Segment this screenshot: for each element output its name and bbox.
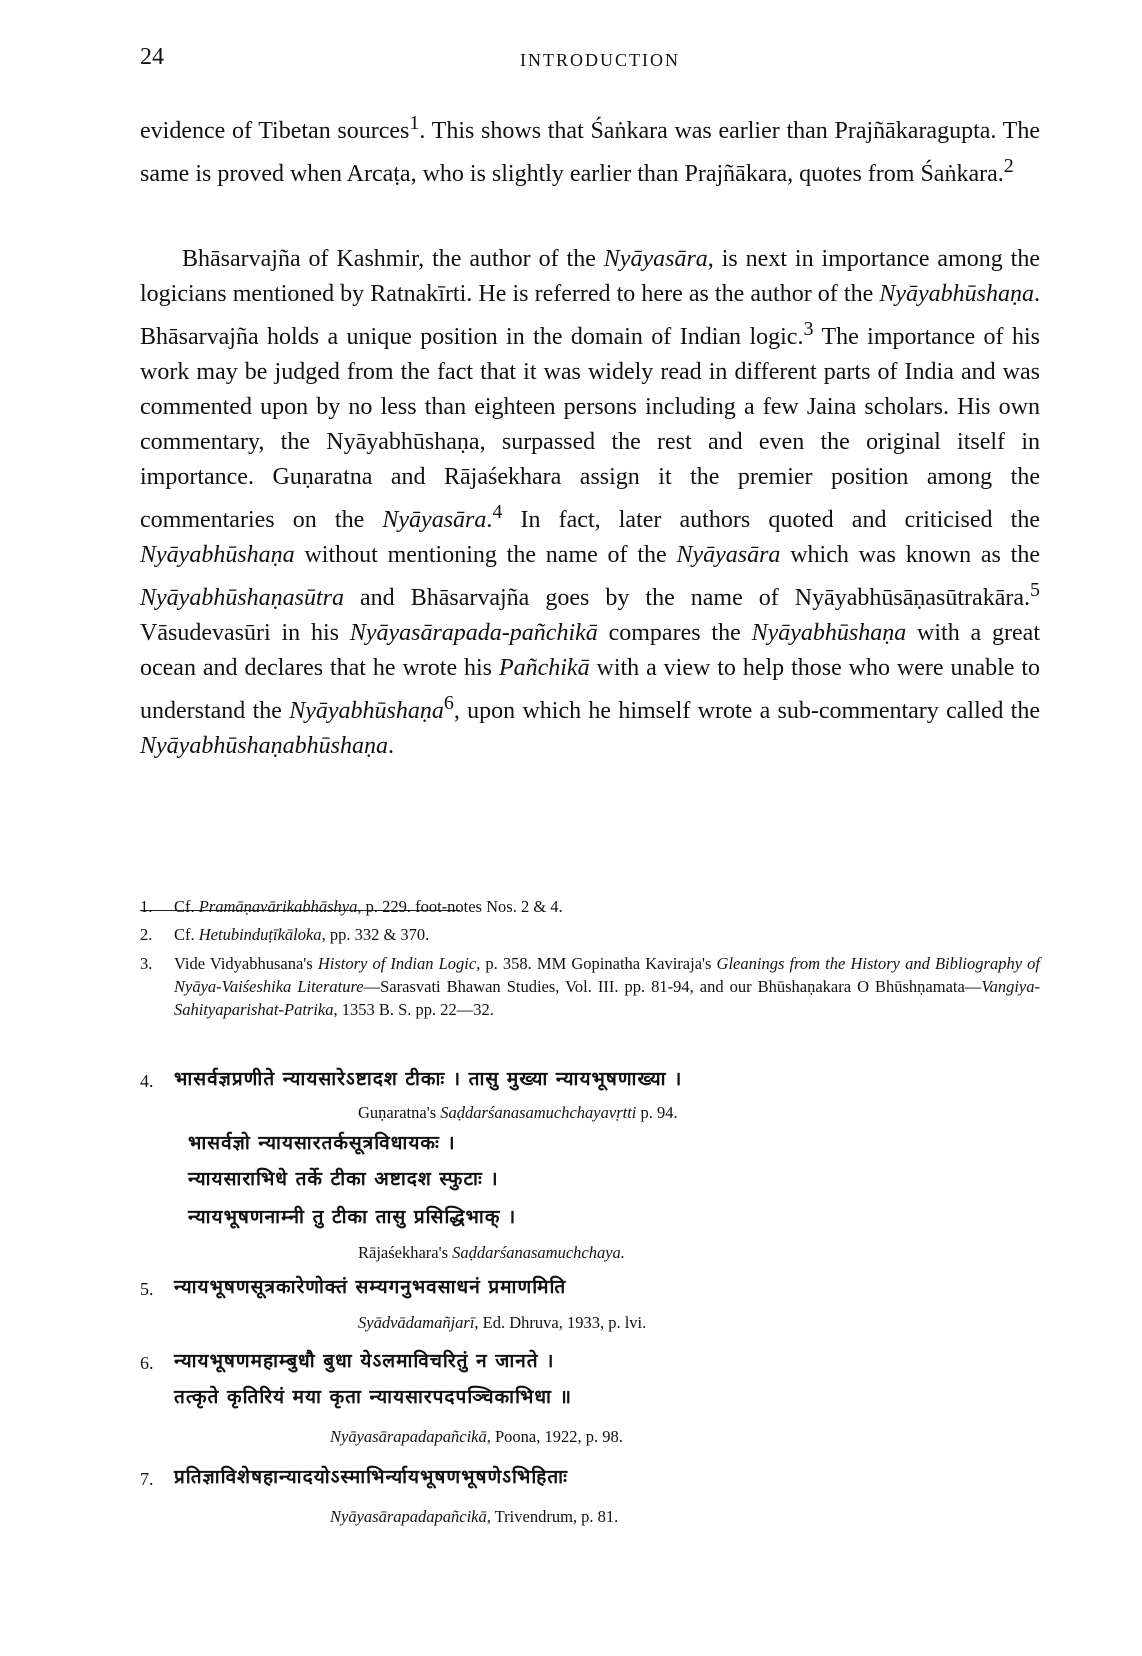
italic-title: Gleanings from the History and Bibliography of Nyāya-Vaiśeshika Literature [174, 954, 1040, 996]
italic-title: Nyāyasāra [382, 507, 487, 533]
footnote-number: 1. [140, 897, 153, 916]
text-run: —Sarasvati Bhawan Studies, Vol. III. pp. 81-94, and our Bhūshaṇakara O Bhūshṇamata— [363, 977, 982, 996]
footnote-number: 5. [140, 1279, 154, 1299]
page-number: 24 [140, 44, 164, 70]
footnote-ref: 5 [1030, 579, 1040, 601]
italic-title: Nyāyasāra [676, 542, 781, 568]
running-title: INTRODUCTION [520, 50, 680, 70]
italic-title: Syādvādamañjarī [358, 1313, 475, 1332]
text-run: . This shows that Śaṅkara was earlier than Prajñākaragupta. The same is proved when Arcaṭa, who is slightly earlier than Prajñākara, quotes from Śaṅkara. [140, 118, 1040, 187]
sanskrit-verse: भासर्वज्ञो न्यायसारतर्कसूत्रविधायकः । [188, 1132, 456, 1154]
footnote-ref: 4 [492, 501, 503, 523]
footnote-ref: 6 [443, 692, 454, 714]
text-run: Rājaśekhara's [358, 1243, 453, 1262]
sanskrit-verse: न्यायभूषणनाम्नी तु टीका तासु प्रसिद्धिभाक् । [188, 1206, 517, 1228]
italic-title: Nyāyabhūshaṇa [751, 620, 907, 646]
italic-title: Nyāyabhūshaṇasūtra [140, 585, 344, 611]
text-run: In fact, later authors quoted and criticised the [502, 507, 1041, 533]
sanskrit-verse: न्यायभूषणसूत्रकारेणोक्तं सम्यगनुभवसाधनं प्रमाणमिति [174, 1276, 567, 1298]
text-run: Vide Vidyabhusana's [174, 954, 318, 973]
text-run: . [388, 733, 394, 759]
text-run: evidence of Tibetan sources [140, 118, 410, 144]
text-run: , is next in importance among the logicians mentioned by Ratnakīrti. He is referred to here as the author of the [140, 246, 1040, 307]
text-run: which was known as the [780, 542, 1040, 568]
italic-title: History of Indian Logic [317, 954, 477, 973]
italic-title: Nyāyasārapadapañcikā [330, 1427, 487, 1446]
text-run: with a great ocean and declares that he wrote his [140, 620, 1040, 681]
italic-title: Nyāyabhūshaṇabhūshaṇa [140, 733, 388, 759]
italic-title: Hetubinduṭīkāloka [198, 925, 322, 944]
text-run: Cf. [174, 897, 199, 916]
text-run: , p. 229. foot-notes Nos. 2 & 4. [357, 897, 563, 916]
text-run: . [486, 507, 493, 533]
italic-title: Pramāṇavārikabhāshya [198, 897, 358, 916]
italic-title: Nyāyasāra [603, 246, 708, 272]
text-run: . Bhāsarvajña holds a unique position in the domain of Indian logic. [140, 281, 1040, 350]
text-run: , p. 358. MM Gopinatha Kaviraja's [476, 954, 717, 973]
text-run: , Trivendrum, p. 81. [486, 1507, 619, 1526]
footnote-number: 2. [140, 925, 153, 944]
footnote-number: 4. [140, 1071, 154, 1091]
text-run: and Bhāsarvajña goes by the name of Nyāyabhūsāṇasūtrakāra. [344, 585, 1030, 611]
italic-title: Nyāyabhūshaṇa [879, 281, 1034, 307]
sanskrit-verse: प्रतिज्ञाविशेषहान्यादयोऽस्माभिर्न्यायभूषणभूषणेऽभिहिताः [174, 1466, 568, 1488]
footnote-3 [140, 952, 1040, 1021]
text-run: , Poona, 1922, p. 98. [486, 1427, 623, 1446]
text-run: with a view to help those who were unable to understand the [140, 655, 1040, 724]
footnote-5 [140, 1276, 1040, 1346]
text-run: compares the [597, 620, 752, 646]
paragraph-1 [140, 106, 1040, 192]
italic-title: Nyāyabhūshaṇa [140, 542, 295, 568]
text-run: p. 94. [636, 1103, 678, 1122]
footnote-2 [140, 924, 1040, 946]
footnote-7 [140, 1466, 1040, 1546]
footnote-number: 3. [140, 954, 153, 973]
footnote-ref: 2 [1003, 155, 1014, 177]
footnote-ref: 3 [803, 318, 814, 340]
paragraph-2 [140, 242, 1040, 764]
text-run: Bhāsarvajña of Kashmir, the author of the [182, 246, 604, 272]
text-run: Guṇaratna's [358, 1103, 441, 1122]
italic-title: Nyāyabhūshaṇa [289, 698, 444, 724]
italic-title: Saḍdarśanasamuchchayavṛtti [440, 1103, 637, 1122]
sanskrit-verse: न्यायभूषणमहाम्बुधौ बुधा येऽलमाविचरितुं न जानते । [174, 1350, 555, 1372]
text-run: , pp. 332 & 370. [321, 925, 430, 944]
italic-title: Saḍdarśanasamuchchaya. [452, 1243, 625, 1262]
sanskrit-verse: तत्कृते कृतिरियं मया कृता न्यायसारपदपञ्चिकाभिधा ॥ [174, 1386, 572, 1408]
text-run: , 1353 B. S. pp. 22—32. [333, 1000, 494, 1019]
text-run: Vāsudevasūri in his [140, 620, 350, 646]
footnote-1 [140, 896, 1040, 918]
sanskrit-verse: न्यायसाराभिधे तर्के टीका अष्टादश स्फुटाः । [188, 1168, 499, 1190]
italic-title: Nyāyasārapada-pañchikā [349, 620, 598, 646]
text-run: , Ed. Dhruva, 1933, p. lvi. [474, 1313, 647, 1332]
footnote-ref: 1 [409, 112, 420, 134]
text-run: Cf. [174, 925, 199, 944]
text-run: , upon which he himself wrote a sub-commentary called the [453, 698, 1040, 724]
footnote-6 [140, 1350, 1040, 1460]
footnote-number: 6. [140, 1353, 154, 1373]
italic-title: Nyāyasārapadapañcikā [330, 1507, 487, 1526]
text-run: The importance of his work may be judged from the fact that it was widely read in different parts of India and was commented upon by no less than eighteen persons including a few Jaina scholars. His own commentary, the Nyāyabhūshaṇa, surpassed the rest and even the original itself in importance. Guṇaratna and Rājaśekhara assign it the premier position among the commentaries on the [140, 324, 1040, 533]
page-header [140, 44, 1040, 84]
italic-title: Pañchikā [498, 655, 590, 681]
sanskrit-verse: भासर्वज्ञप्रणीते न्यायसारेऽष्टादश टीकाः । तासु मुख्या न्यायभूषणाख्या । [174, 1068, 683, 1090]
text-run: without mentioning the name of the [294, 542, 677, 568]
italic-title: Vangiya-Sahityaparishat-Patrika [174, 977, 1040, 1019]
footnote-4 [140, 1068, 1040, 1268]
footnote-number: 7. [140, 1469, 154, 1489]
